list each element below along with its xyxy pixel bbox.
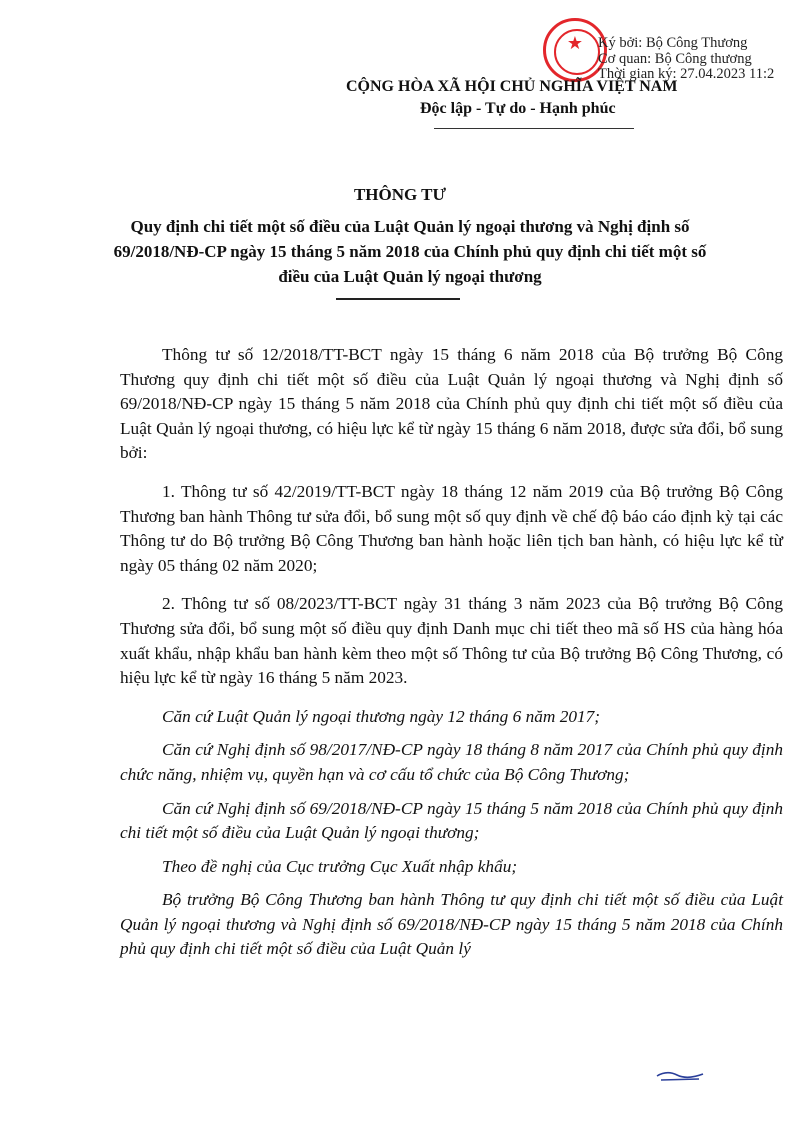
national-title: CỘNG HÒA XÃ HỘI CHỦ NGHĨA VIỆT NAM xyxy=(346,78,678,95)
legal-basis: Theo đề nghị của Cục trưởng Cục Xuất nhập khẩu; xyxy=(162,856,518,876)
initial-mark-icon xyxy=(655,1068,705,1082)
amendment-item-2: 2. Thông tư số 08/2023/TT-BCT ngày 31 tháng 3 năm 2023 của Bộ trưởng Bộ Công Thương sửa đổi, bổ sung một số điều quy định Danh mục chi tiết theo mã số HS của hàng hóa xuất khẩu, nhập khẩu ban hành kèm theo một số Thông tư của Bộ trưởng Bộ Công Thương, có hiệu lực kể từ ngày 16 tháng 5 năm 2023. xyxy=(120,594,783,688)
divider xyxy=(434,128,634,129)
signature-time: Thời gian ký: 27.04.2023 11:2 xyxy=(598,66,775,82)
national-motto: Độc lập - Tự do - Hạnh phúc xyxy=(420,100,616,117)
intro-paragraph: Thông tư số 12/2018/TT-BCT ngày 15 tháng 6 năm 2018 của Bộ trưởng Bộ Công Thương quy định chi tiết một số điều của Luật Quản lý ngoại thương và Nghị định số 69/2018/NĐ-CP ngày 15 tháng 5 năm 2018 của Chính phủ quy định chi tiết một số điều của Luật Quản lý ngoại thương, có hiệu lực kể từ ngày 15 tháng 6 năm 2018, được sửa đổi, bổ sung bởi: xyxy=(120,345,783,463)
signature-signer: Ký bởi: Bộ Công Thương xyxy=(598,35,748,51)
legal-basis: Căn cứ Nghị định số 98/2017/NĐ-CP ngày 18 tháng 8 năm 2017 của Chính phủ quy định chức năng, nhiệm vụ, quyền hạn và cơ cấu tổ chức của Bộ Công Thương; xyxy=(120,740,783,784)
document-type: THÔNG TƯ xyxy=(353,185,447,204)
document-subtitle: Quy định chi tiết một số điều của Luật Quản lý ngoại thương và Nghị định số 69/2018/NĐ-CP ngày 15 tháng 5 năm 2018 của Chính phủ quy định chi tiết một số điều của Luật Quản lý ngoại thương xyxy=(113,217,707,286)
legal-basis: Căn cứ Luật Quản lý ngoại thương ngày 12 tháng 6 năm 2017; xyxy=(162,706,601,726)
divider xyxy=(336,298,460,300)
amendment-item-1: 1. Thông tư số 42/2019/TT-BCT ngày 18 tháng 12 năm 2019 của Bộ trưởng Bộ Công Thương ban hành Thông tư sửa đổi, bổ sung một số quy định về chế độ báo cáo định kỳ tại các Thông tư do Bộ trưởng Bộ Công Thương ban hành hoặc liên tịch ban hành, có hiệu lực kể từ ngày 05 tháng 02 năm 2020; xyxy=(120,481,783,575)
signature-agency: Cơ quan: Bộ Công thương xyxy=(598,50,752,67)
document-body xyxy=(120,343,783,971)
digital-signature xyxy=(598,36,774,83)
official-seal-icon: ★ xyxy=(543,18,607,82)
legal-basis: Bộ trưởng Bộ Công Thương ban hành Thông tư quy định chi tiết một số điều của Luật Quản lý ngoại thương và Nghị định số 69/2018/NĐ-CP ngày 15 tháng 5 năm 2018 của Chính phủ quy định chi tiết một số điều của Luật Quản lý xyxy=(120,890,783,959)
legal-basis: Căn cứ Nghị định số 69/2018/NĐ-CP ngày 15 tháng 5 năm 2018 của Chính phủ quy định chi tiết một số điều của Luật Quản lý ngoại thương; xyxy=(120,798,783,843)
